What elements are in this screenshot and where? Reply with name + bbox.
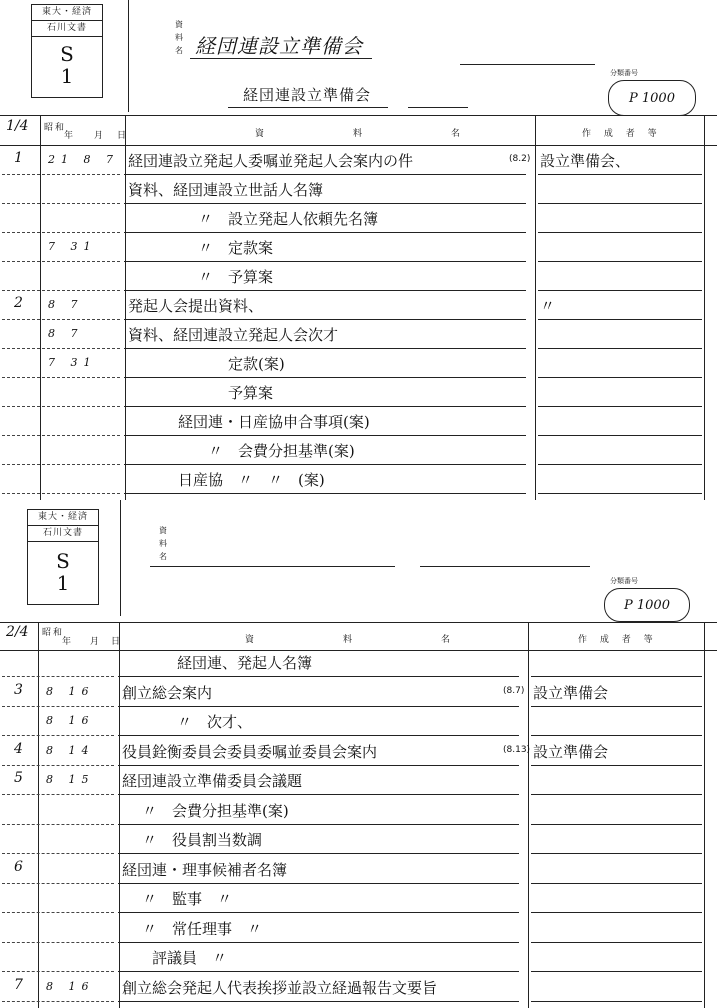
header-author: 作 成 者 等 — [578, 635, 658, 645]
entry-title: 評議員 〃 — [152, 949, 228, 967]
entry-date: 8 16 — [46, 684, 95, 698]
stamp-series-code: S — [56, 549, 70, 573]
entry-title: 〃 定款案 — [198, 239, 274, 257]
entry-date: 7 31 — [48, 356, 97, 369]
entry-title: 〃 次才、 — [177, 713, 253, 731]
entry-date: 7 31 — [48, 240, 97, 253]
entry-author: 設立準備会 — [533, 683, 609, 702]
entry-date: 8 16 — [46, 714, 95, 727]
entry-title: 〃 設立発起人依頼先名簿 — [198, 210, 379, 228]
header-author: 作 成 者 等 — [582, 129, 662, 139]
entry-date: 8 7 — [48, 298, 84, 311]
entry-title: 定款(案) — [228, 355, 285, 373]
classification-label: 分類番号 — [610, 69, 638, 77]
entry-date: 8 15 — [46, 773, 95, 786]
entry-title: 資料、経団連設立世話人名簿 — [128, 181, 324, 199]
stamp-collection: 石川文書 — [32, 21, 102, 37]
entry-title: 予算案 — [228, 384, 274, 402]
entry-date: 21 8 7 — [48, 153, 119, 166]
entry-date: 8 16 — [46, 979, 95, 993]
classification-box: P 1000 — [604, 588, 690, 622]
entry-title: 創立総会発起人代表挨拶並設立経過報告文要旨 — [122, 978, 438, 997]
entry-date: 8 14 — [46, 743, 95, 757]
entry-title: 〃 常任理事 〃 — [142, 919, 263, 938]
entry-title: 〃 監事 〃 — [142, 890, 233, 908]
entry-title: 役員銓衡委員会委員委嘱並委員会案内 — [122, 742, 378, 761]
entry-title: 経団連設立発起人委嘱並発起人会案内の件 — [128, 152, 414, 170]
archive-stamp — [27, 509, 99, 605]
entry-title: 〃 会費分担基準(案) — [142, 801, 289, 820]
header-month: 月 — [90, 637, 102, 647]
entry-title: 日産協 〃 〃 (案) — [178, 471, 325, 489]
entry-author: 設立準備会 — [533, 742, 609, 761]
header-showa: 昭和 — [42, 628, 65, 638]
entry-author: 〃 — [540, 297, 556, 315]
entry-number: 1 — [14, 150, 23, 166]
classification-label: 分類番号 — [610, 577, 638, 585]
entry-number: 5 — [14, 770, 23, 786]
entry-number: 4 — [14, 740, 23, 757]
entry-note: (8.2) — [509, 154, 531, 164]
entry-number: 7 — [14, 976, 23, 993]
entry-title: 経団連・理事候補者名簿 — [122, 860, 288, 879]
entry-date: 8 7 — [48, 327, 84, 340]
title-handwritten: 経団連設立準備会 — [195, 34, 363, 58]
entry-note: (8.13) — [503, 744, 531, 755]
stamp-series-code: S — [60, 42, 74, 66]
page-indicator: 1/4 — [6, 118, 29, 134]
entry-title: 資料、経団連設立発起人会次才 — [128, 326, 339, 344]
header-name: 資 料 名 — [255, 129, 501, 139]
archive-stamp — [31, 4, 103, 98]
header-day: 日 — [117, 131, 129, 141]
header-name: 資 料 名 — [245, 635, 491, 645]
entry-number: 2 — [14, 295, 23, 311]
header-year: 年 — [64, 131, 76, 141]
label-shiryomei: 資料名 — [159, 526, 167, 561]
entry-title: 創立総会案内 — [122, 683, 213, 702]
stamp-item-code: 1 — [60, 64, 74, 88]
entry-title: 経団連、発起人名簿 — [177, 654, 313, 672]
entry-title: 〃 会費分担基準(案) — [208, 442, 355, 460]
entry-title: 〃 役員割当数調 — [142, 831, 263, 849]
stamp-institution: 東大・経済 — [32, 5, 102, 21]
index-card-2 — [0, 500, 717, 1008]
stamp-institution: 東大・経済 — [28, 510, 98, 526]
page-indicator: 2/4 — [6, 624, 29, 640]
stamp-item-code: 1 — [56, 571, 70, 595]
title-sub: 経団連設立準備会 — [243, 86, 372, 104]
entry-note: (8.7) — [503, 685, 525, 696]
header-month: 月 — [94, 131, 106, 141]
entry-author: 設立準備会、 — [540, 152, 631, 170]
classification-box: P 1000 — [608, 80, 696, 116]
stamp-collection: 石川文書 — [28, 526, 98, 542]
label-shiryomei: 資料名 — [175, 20, 183, 55]
header-day: 日 — [111, 637, 123, 647]
entry-number: 6 — [14, 858, 23, 875]
entry-title: 経団連・日産協申合事項(案) — [178, 413, 370, 431]
index-card-1 — [0, 0, 717, 500]
entry-title: 〃 予算案 — [198, 268, 274, 286]
header-year: 年 — [62, 637, 74, 647]
entry-title: 経団連設立準備委員会議題 — [122, 772, 303, 790]
entry-title: 発起人会提出資料、 — [128, 297, 264, 315]
header-showa: 昭和 — [44, 123, 67, 133]
entry-number: 3 — [14, 681, 23, 698]
